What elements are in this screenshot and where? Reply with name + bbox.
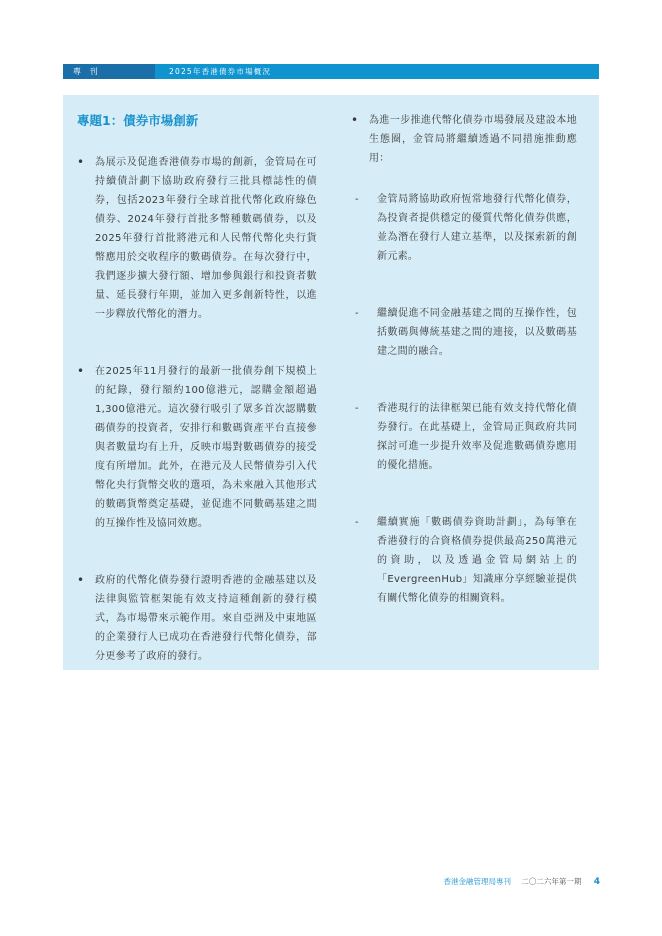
- intro-text: 為進一步推進代幣化債券市場發展及建設本地生態圈，金管局將繼續透過不同措施推動應用：: [369, 115, 577, 164]
- header-bar: [63, 64, 599, 79]
- sub-item: [351, 304, 577, 361]
- dash-icon: -: [355, 517, 359, 528]
- bullet-text: 為展示及促進香港債券市場的創新，金管局在可持續債計劃下協助政府發行三批具標誌性的債券，包括2023年發行全球首批代幣化政府綠色債券、2024年發行首批多幣種數碼債券，以及2025年發行首批將港元和人民幣代幣化央行貨幣應用於交收程序的數碼債券。在每次發行中，我們逐步擴大發行額、增加參與銀行和投資者數量、延長發行年期，並加入更多創新特性，以進一步釋放代幣化的潛力。: [95, 157, 317, 320]
- sub-text: 繼續促進不同金融基建之間的互操作性，包括數碼與傳統基建之間的連接，以及數碼基建之間的融合。: [377, 308, 577, 357]
- publication-name: 香港金融管理局專刊: [443, 877, 511, 886]
- list-item: [77, 362, 317, 533]
- header-title: 2025年香港債券市場概況: [169, 67, 272, 76]
- dash-icon: -: [355, 403, 359, 414]
- panel-title: 專題1：債券市場創新: [77, 113, 199, 128]
- left-column: [77, 111, 317, 704]
- bullet-icon: •: [77, 155, 85, 169]
- dash-icon: -: [355, 308, 359, 319]
- bullet-icon: •: [77, 364, 85, 378]
- sub-text: 金管局將協助政府恆常地發行代幣化債券，為投資者提供穩定的優質代幣化債券供應，並為潛在發行人建立基準，以及探索新的創新元素。: [377, 194, 577, 262]
- issue-label: 二〇二六年第一期: [521, 877, 582, 886]
- sub-item: [351, 399, 577, 475]
- bullet-text: 在2025年11月發行的最新一批債券創下規模上的紀錄，發行額約100億港元，認購金額超過1,300億港元。這次發行吸引了眾多首次認購數碼債券的投資者，安排行和數碼資產平台直接參與者數量均有上升，反映市場對數碼債券的接受度有所增加。此外，在港元及人民幣債券引入代幣化央行貨幣交收的選項，為未來融入其他形式的數碼貨幣奠定基礎，並促進不同數碼基建之間的互操作性及協同效應。: [95, 366, 317, 529]
- list-item: [77, 571, 317, 666]
- list-item: [77, 153, 317, 324]
- list-item: [351, 111, 577, 168]
- sub-text: 繼續實施「數碼債券資助計劃」，為每筆在香港發行的合資格債券提供最高250萬港元的資助，以及透過金管局網站上的「EvergreenHub」知識庫分享經驗並提供有關代幣化債券的相關資料。: [377, 517, 577, 604]
- sub-text: 香港現行的法律框架已能有效支持代幣化債券發行。在此基礎上，金管局正與政府共同探討可進一步提升效率及促進數碼債券應用的優化措施。: [377, 403, 577, 471]
- page-number: 4: [593, 877, 600, 887]
- sub-item: [351, 513, 577, 608]
- dash-icon: -: [355, 194, 359, 205]
- page-footer: [0, 876, 600, 887]
- sub-item: [351, 190, 577, 266]
- bullet-icon: •: [77, 573, 85, 587]
- right-column: [351, 111, 577, 646]
- bullet-text: 政府的代幣化債券發行證明香港的金融基建以及法律與監管框架能有效支持這種創新的發行模式，為市場帶來示範作用。來自亞洲及中東地區的企業發行人已成功在香港發行代幣化債券，部分更參考了政府的發行。: [95, 575, 317, 662]
- bullet-icon: •: [351, 113, 359, 127]
- section-label: 專 刊: [63, 64, 155, 79]
- feature-panel: [63, 95, 599, 670]
